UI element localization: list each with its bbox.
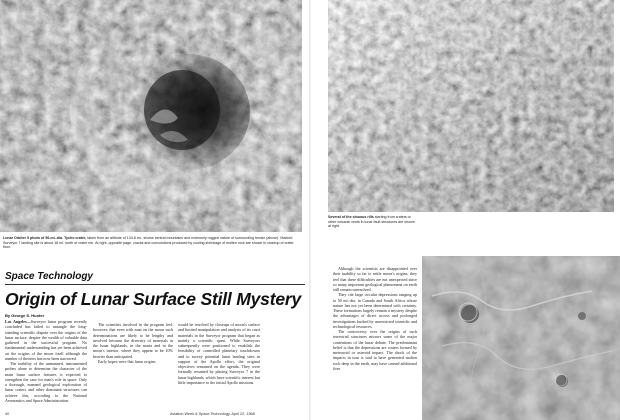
tycho-crater-photo [0, 0, 302, 232]
article-column-4 [333, 266, 417, 371]
sinuous-rills-photo [422, 256, 620, 420]
caption-body: starting from craters or other volcanic vents in lunar fault structures are shown at right. [328, 215, 415, 229]
crater-photo-caption [3, 236, 301, 250]
section-label: Space Technology [5, 271, 93, 282]
paragraph: The scientists involved in the program feel, however, that even with man on the moon such determinations are likely to be lengthy and involved because the diversity of materials in the lunar highlands, in the maria and in the moon's interior, where they appear to be 10% heavier than anticipated. [93, 322, 173, 359]
caption-body: taken from an altitude of 134.8 mi., shows central mountains and extremely rugged nature of surrounding terrain (above). Marked Surveyor 7 landing site is about 18 mi. north of crater rim. At right, opposite page, cracks and convolutions produced by cooling shrinkage of molten rock are shown in closeup of crater floor. [3, 236, 294, 250]
page-gutter [309, 0, 311, 420]
section-rule [5, 284, 305, 285]
article-column-3 [178, 322, 260, 385]
paragraph: would be resolved by closeups of moon's surface and limited manipulation and analysis of its crust materials in the Surveyor program that began as mainly a scientific quest. While Surveyors subsequently were positioned to establish the feasibility of controlled planetary touchdowns and to survey potential lunar landing sites in support of the Apollo effort, the original objectives remained on the agenda. They were formally resumed by placing Surveyor 7 in the lunar highlands, which have scientific interest but little importance to the initial Apollo missions. [178, 322, 260, 385]
article-headline: Origin of Lunar Surface Still Mystery [5, 289, 301, 309]
caption-lead: Lunar Orbiter 5 photo of 56-mi.-dia. Tycho crater, [3, 236, 87, 240]
paragraph: The controversy over the origins of such terrestrial structures mirrors some of the major contentions of the lunar debate. The predominant belief is that the depressions are craters formed by meteoroid or asteroid impact. The shock of the impacts in turn is said to have generated molten rock deep in the earth, may have caused additional fires [333, 329, 417, 371]
paragraph: Although the scientists are disappointed over their inability so far to settle moon's origins, they feel that these difficulties are not unexpected since so many important geological phenomena on earth still remain unresolved. [333, 266, 417, 292]
paragraph: The inability of the unmanned, instrumented probes alone to determine the character of the main lunar surface features is expected to strengthen the case for man's role in space. Only a thorough, manned geological exploration of lunar craters and other dominant structures can achieve this, according to the National Aeronautics and Space Administration. [5, 361, 87, 403]
caption-lead: Several of the sinuous rills [328, 215, 374, 219]
article-byline: By George S. Hunter [5, 313, 45, 318]
article-column-2 [93, 322, 173, 364]
dateline: Los Angeles— [5, 319, 31, 324]
paragraph: They cite large circular depressions ranging up to 50 mi.-dia. in Canada and South Africa whose nature has not yet been determined with certainty. These formations largely remain a mystery despite the advantages of direct access and prolonged investigations backed by unrestricted scientific and technological resources. [333, 292, 417, 329]
publication-folio: Aviation Week & Space Technology, April 22, 1968 [170, 412, 255, 416]
page-number: 40 [5, 412, 10, 416]
paragraph: Early hopes were that lunar origins [98, 358, 156, 364]
article-column-1 [5, 319, 87, 403]
paragraph: Los Angeles—Surveyor lunar program recently concluded has failed to untangle the long-standing scientific dispute over the origins of the lunar surface, despite the wealth of valuable data gathered in the successful program. No fundamental understanding has yet been achieved on the origins of the moon itself although the number of theories has now been narrowed. [5, 319, 87, 361]
crater-floor-closeup-photo [328, 0, 614, 212]
ridges-photo-caption [328, 215, 418, 229]
